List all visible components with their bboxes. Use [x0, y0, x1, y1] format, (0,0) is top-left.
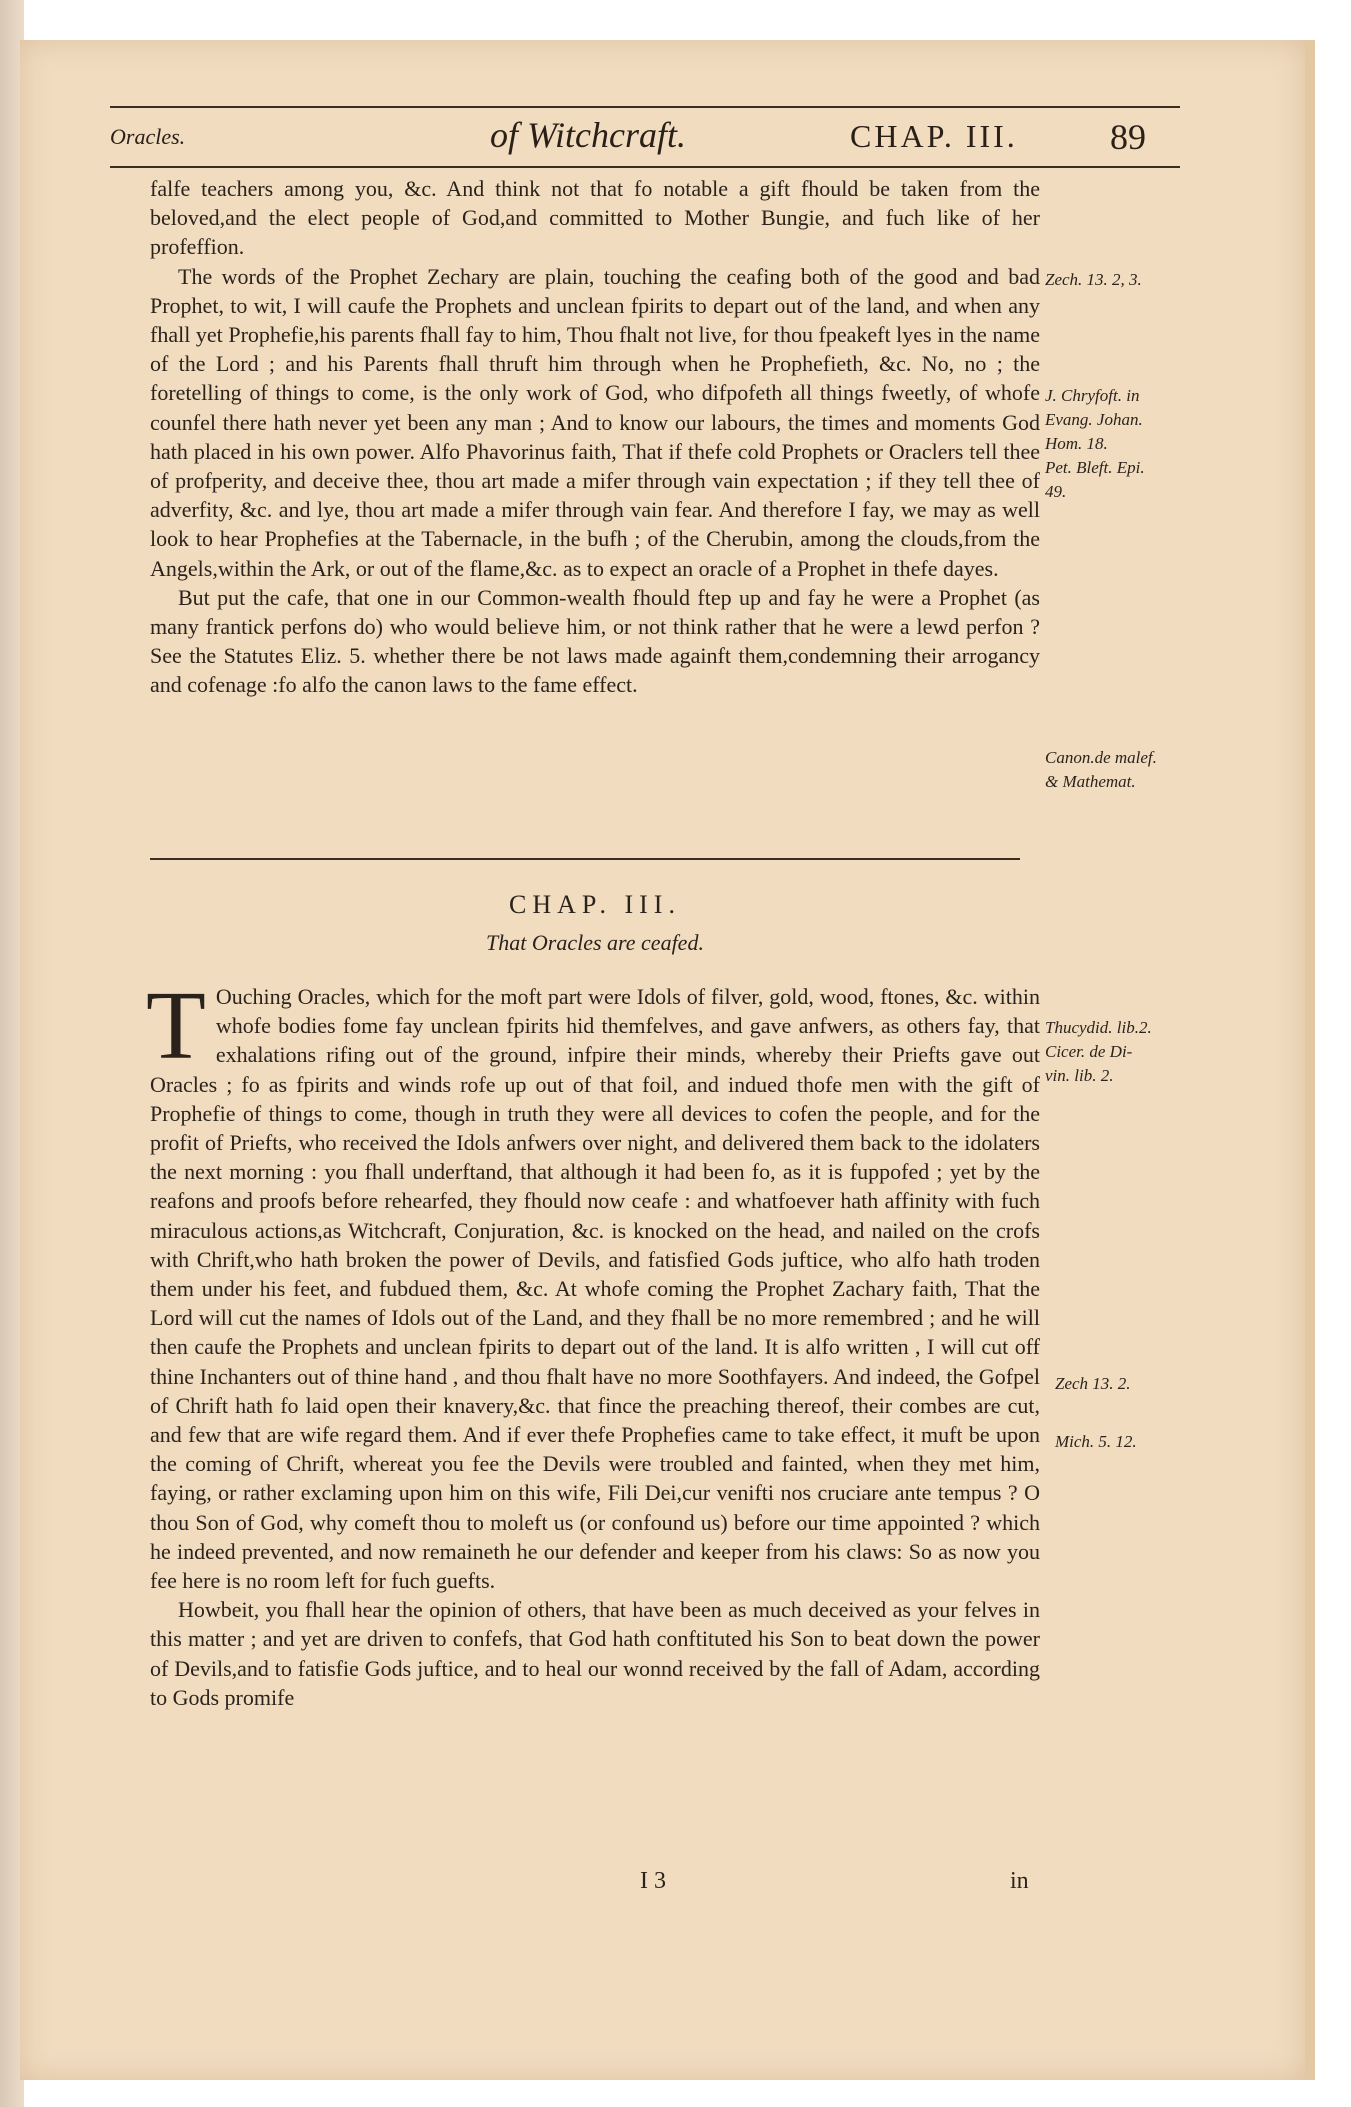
margin-note-49: 49. [1045, 482, 1067, 501]
body-text-bottom [146, 972, 1040, 1712]
margin-note-canon: Canon.de malef. [1045, 748, 1157, 767]
chapter-subtitle: That Oracles are ceafed. [486, 930, 704, 955]
catchword: in [1010, 1868, 1029, 1894]
page-number: 89 [1110, 117, 1146, 157]
margin-note-mathemat: & Mathemat. [1045, 772, 1136, 791]
margin-note-thucydides: Thucydid. lib.2. [1045, 1018, 1152, 1037]
paragraph-3: But put the cafe, that one in our Common-wealth fhould ftep up and fay he were a Prophet (as many frantick perfons do) who would believe him, or not think rather that he were a lewd perfon ? See the Statutes Eliz. 5. whether there be not laws made againft them,condemning their arrogancy and cofenage :fo alfo the canon laws to the fame effect. [150, 584, 1040, 698]
chapter-heading [150, 890, 1040, 956]
header-chapter: CHAP. III. [850, 118, 1018, 154]
margin-note-mich: Mich. 5. 12. [1055, 1432, 1137, 1451]
paragraph-5: Howbeit, you fhall hear the opinion of others, that have been as much deceived as your felves in this matter ; and yet are driven to confefs, that God hath conftituted his Son to beat down the power of Devils,and to fatisfie Gods juftice, and to heal our wonnd received by the fall of Adam, according to Gods promife [150, 1597, 1040, 1710]
margin-note-hom: Hom. 18. [1045, 434, 1108, 453]
paragraph-1: falfe teachers among you, &c. And think not that fo notable a gift fhould be taken from the beloved,and the elect people of God,and committed to Mother Bungie, and fuch like of her profeffion. [150, 176, 1040, 260]
margin-note-zech-13: Zech 13. 2. [1055, 1374, 1131, 1393]
paragraph-4 [146, 972, 1040, 1595]
running-header [110, 112, 1190, 162]
margin-note-zech: Zech. 13. 2, 3. [1045, 270, 1142, 289]
margin-note-chrysostom: J. Chryfoft. in [1045, 386, 1140, 405]
paragraph-2: The words of the Prophet Zechary are plain, touching the ceafing both of the good and bad Prophet, to wit, I will caufe the Prophets and unclean fpirits to depart out of the land, and when any fhall yet Prophefie,his parents fhall fay to him, Thou fhalt not live, for thou fpeakeft lyes in the name of the Lord ; and his Parents fhall thruft him through when he Prophefieth, &c. No, no ; the foretelling of things to come, is the only work of God, who difpofeth all things fweetly, of whofe counfel there hath never yet been any man ; And to know our labours, the times and moments God hath placed in his own power. Alfo Phavorinus faith, That if thefe cold Prophets or Oraclers tell thee of profperity, and deceive thee, thou art made a mifer through vain expectation ; if they tell thee of adverfity, &c. and lye, thou art made a mifer through vain fear. And therefore I fay, we may as well look to hear Prophefies at the Tabernacle, in the bufh ; of the Cherubin, among the clouds,from the Angels,within the Ark, or out of the flame,&c. as to expect an oracle of a Prophet in thefe dayes. [150, 263, 1040, 581]
signature-mark: I 3 [640, 1868, 666, 1894]
chapter-divider-rule [150, 858, 1020, 860]
drop-cap: T [146, 972, 206, 1080]
margin-note-cicero: Cicer. de Di- [1045, 1042, 1133, 1061]
header-title: of Witchcraft. [490, 115, 686, 155]
header-bottom-rule [110, 166, 1180, 168]
margin-note-pet: Pet. Bleft. Epi. [1045, 458, 1145, 477]
header-top-rule [110, 106, 1180, 108]
paragraph-4-text: Ouching Oracles, which for the moft part were Idols of filver, gold, wood, ftones, &c. within whofe bodies fome fay unclean fpirits hid themfelves, and gave anfwers, as others fay, that exhalations rifing out of the ground, infpire their minds, whereby their Priefts gave out Oracles ; fo as fpirits and winds rofe up out of that foil, and indued thofe men with the gift of Prophefie of things to come, though in truth they were all devices to cofen the people, and for the profit of Priefts, who received the Idols anfwers over night, and delivered them back to the idolaters the next morning : you fhall underftand, that although it had been fo, as it is fuppofed ; yet by the reafons and proofs before rehearfed, they fhould now ceafe : and whatfoever hath affinity with fuch miraculous actions,as Witchcraft, Conjuration, &c. is knocked on the head, and nailed on the crofs with Chrift,who hath broken the power of Devils, and fatisfied Gods juftice, who alfo hath troden them under his feet, and fubdued them, &c. At whofe coming the Prophet Zachary faith, That the Lord will cut the names of Idols out of the Land, and they fhall be no more remembred ; and he will then caufe the Prophets and unclean fpirits to depart out of the land. It is alfo written , I will cut off thine Inchanters out of thine hand , and thou fhalt have no more Soothfayers. And indeed, the Gofpel of Chrift hath fo laid open their knavery,&c. that fince the preaching thereof, their combes are cut, and few that are wife regard them. And if ever thefe Prophefies came to take effect, it muft be upon the coming of Chrift, whereat you fee the Devils were troubled and fainted, when they met him, faying, or rather exclaming upon him on this wife, Fili Dei,cur venifti nos cruciare ante tempus ? O thou Son of God, why comeft thou to moleft us (or confound us) before our time appointed ? which he indeed prevented, and now remaineth he our defender and keeper from his claws: So as now you fee here is no room left for fuch guefts. [150, 984, 1040, 1594]
header-left: Oracles. [110, 124, 186, 149]
chapter-title: CHAP. III. [509, 890, 681, 919]
body-text-top [150, 174, 1040, 700]
margin-note-evang: Evang. Johan. [1045, 410, 1143, 429]
margin-note-divin: vin. lib. 2. [1045, 1066, 1114, 1085]
